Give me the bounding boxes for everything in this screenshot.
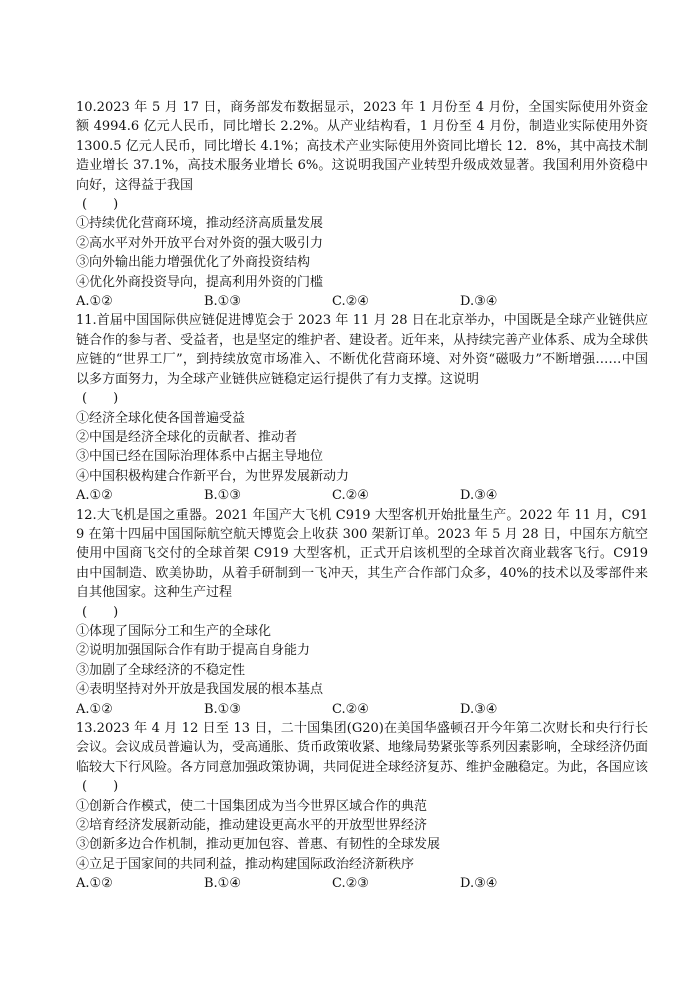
statement-3: ③向外输出能力增强优化了外商投资结构 bbox=[76, 255, 311, 271]
answer-parentheses: ( ) bbox=[82, 197, 119, 213]
statement-3: ③加剧了全球经济的不稳定性 bbox=[76, 662, 246, 678]
option-b: B.①④ bbox=[204, 876, 241, 892]
answer-options bbox=[76, 700, 648, 719]
question-12 bbox=[76, 506, 648, 719]
option-c: C.②④ bbox=[332, 701, 369, 717]
question-stem: 13.2023 年 4 月 12 日至 13 日，二十国集团(G20)在美国华盛顿召开今年第二次财长和央行行长会议。会议成员普遍认为，受高通胀、货币政策收紧、地缘局势紧张等系列因素影响，全球经济仍面临较大下行风险。各方同意加强政策协调，共同促进全球经济复苏、维护金融稳定。为此，各国应该 bbox=[76, 721, 649, 775]
question-stem: 12.大飞机是国之重器。2021 年国产大飞机 C919 大型客机开始批量生产。2022 年 11 月，C919 在第十四届中国国际航空航天博览会上收获 300 架新订单。2023 年 5 月 28 日，中国东方航空使用中国商飞交付的全球首架 C919 大型客机，正式开启该机型的全球首次商业载客飞行。C919 由中国制造、欧美协助，从着手研制到一飞冲天，其生产合作部门众多，40%的技术以及零部件来自其他国家。这种生产过程 bbox=[76, 507, 648, 601]
option-d: D.③④ bbox=[460, 701, 498, 717]
option-a: A.①② bbox=[76, 876, 113, 892]
statement-1: ①持续优化营商环境，推动经济高质量发展 bbox=[76, 216, 324, 232]
question-13 bbox=[76, 719, 648, 894]
statement-2: ②高水平对外开放平台对外资的强大吸引力 bbox=[76, 235, 324, 251]
option-c: C.②④ bbox=[332, 294, 369, 310]
question-10 bbox=[76, 98, 648, 311]
statement-1: ①创新合作模式，使二十国集团成为当今世界区域合作的典范 bbox=[76, 798, 428, 814]
answer-options bbox=[76, 486, 648, 505]
statement-2: ②培育经济发展新动能，推动建设更高水平的开放型世界经济 bbox=[76, 818, 428, 834]
option-a: A.①② bbox=[76, 294, 113, 310]
statement-2: ②中国是经济全球化的贡献者、推动者 bbox=[76, 429, 298, 445]
option-c: C.②③ bbox=[332, 876, 369, 892]
answer-parentheses: ( ) bbox=[82, 779, 119, 795]
statement-1: ①体现了国际分工和生产的全球化 bbox=[76, 623, 272, 639]
answer-options bbox=[76, 292, 648, 311]
option-d: D.③④ bbox=[460, 876, 498, 892]
statement-4: ④立足于国家间的共同利益，推动构建国际政治经济新秩序 bbox=[76, 856, 415, 872]
question-stem: 10.2023 年 5 月 17 日，商务部发布数据显示，2023 年 1 月份至 4 月份，全国实际使用外资金额 4994.6 亿元人民币，同比增长 2.2%。从产业结构看，1 月份至 4 月份，制造业实际使用外资 1300.5 亿元人民币，同比增长 4.1%；高技术产业实际使用外资同比增长 12．8%，其中高技术制造业增长 37.1%，高技术服务业增长 6%。这说明我国产业转型升级成效显著。我国利用外资稳中向好，这得益于我国 bbox=[76, 100, 648, 193]
option-d: D.③④ bbox=[460, 294, 498, 310]
option-a: A.①② bbox=[76, 701, 113, 717]
statement-3: ③中国已经在国际治理体系中占据主导地位 bbox=[76, 449, 324, 465]
answer-parentheses: ( ) bbox=[82, 391, 119, 407]
option-b: B.①③ bbox=[204, 701, 241, 717]
answer-parentheses: ( ) bbox=[82, 604, 119, 620]
statement-1: ①经济全球化使各国普遍受益 bbox=[76, 410, 246, 426]
option-c: C.②④ bbox=[332, 488, 369, 504]
answer-options bbox=[76, 874, 648, 893]
statement-4: ④中国积极构建合作新平台，为世界发展新动力 bbox=[76, 468, 350, 484]
question-11 bbox=[76, 311, 648, 505]
option-a: A.①② bbox=[76, 488, 113, 504]
statement-4: ④表明坚持对外开放是我国发展的根本基点 bbox=[76, 682, 324, 698]
statement-4: ④优化外商投资导向，提高利用外资的门槛 bbox=[76, 274, 324, 290]
option-d: D.③④ bbox=[460, 488, 498, 504]
option-b: B.①③ bbox=[204, 488, 241, 504]
option-b: B.①③ bbox=[204, 294, 241, 310]
statement-3: ③创新多边合作机制，推动更加包容、普惠、有韧性的全球发展 bbox=[76, 837, 441, 853]
statement-2: ②说明加强国际合作有助于提高自身能力 bbox=[76, 643, 311, 659]
question-stem: 11.首届中国国际供应链促进博览会于 2023 年 11 月 28 日在北京举办，中国既是全球产业链供应链合作的参与者、受益者，也是坚定的维护者、建设者。近年来，从持续完善产业体系、成为全球供应链的“世界工厂”，到持续放宽市场准入、不断优化营商环境、对外资“磁吸力”不断增强……中国以多方面努力，为全球产业链供应链稳定运行提供了有力支撑。这说明 bbox=[76, 313, 649, 387]
